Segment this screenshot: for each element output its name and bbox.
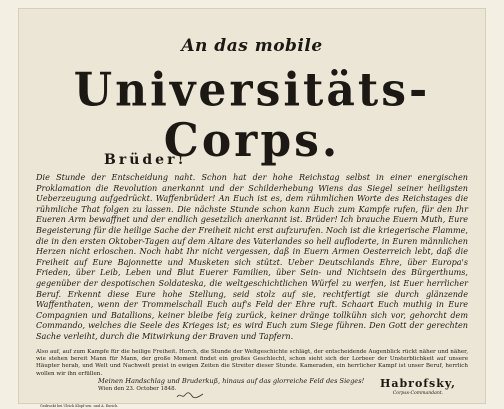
main-title: Universitäts-Corps. [73,63,431,168]
salutation: Brüder! [104,152,187,168]
signer-block [380,377,456,396]
printer-imprint: Gedruckt bei Ulrich Klopf sen. und A. Eurich. [40,404,119,408]
body-paragraph: Die Stunde der Entscheidung naht. Schon hat der hohe Reichstag selbst in einer energischen Proklamation die Revolution anerkannt und der Schilderhebung Wiens das Siegel seiner heiligsten Ueberzeugung aufgedrückt. Waffenbrüder! An Euch ist es, dem rühmlichen Worte des Reichstages die rühmliche That folgen zu lassen. Die nächste Stunde schon kann Euch zum Kampfe rufen, für den Ihr Eueren Arm bewaffnet und der endlich gesetzlich anerkannt ist. Brüder! Ich brauche Euern Muth, Eure Begeisterung für die heilige Sache der Freiheit nicht erst aufzurufen. Noch ist die kriegerische Flamme, die in den ersten Oktober-Tagen auf dem Altare des Vaterlandes so hell aufloderte, in Euren männlichen Herzen nicht erloschen. Noch habt Ihr nicht vergessen, daß in Euern Armen Oesterreich lebt, daß die Freiheit auf Eure Bajonnette und Musketen sich stützt. Ueber Deutschlands Ehre, über Europa's Frieden, über Leib, Leben und Blut Euerer Familien, über Sein- und Nichtsein des Bürgerthums, gegenüber der despotischen Soldateska, die weltgeschichtlichen Würfel zu werfen, ist Euer herrlicher Beruf. Erkennt diese Eure hohe Stellung, seid stolz auf sie, rechtfertigt sie durch glänzende Waffenthaten, wenn der Trommelschall Euch auf's Feld der Ehre ruft. Schaart Euch muthig in Eure Compagnien und Batallions, keiner bleibe feig zurück, keiner dränge tollkühn sich vor, gehorcht dem Commando, welches die Seele des Krieges ist; es wird Euch zum Siege führen. Den Gott der gerechten Sache verleiht, durch die Mitwirkung der Braven und Tapfern. [36,172,468,341]
poster-sheet [18,8,486,408]
slogan: Meinen Handschlag und Bruderkuß, hinaus auf das glorreiche Feld des Sieges! [98,377,365,385]
signer-title: Corpss-Commandant. [392,391,444,396]
date-line: Wien den 23. October 1848. [98,386,177,392]
signer-name: Habrofsky, [379,377,456,390]
handwritten-signature [176,390,204,400]
closing-paragraph: Also auf, auf zum Kampfe für die heilige Freiheit. Horch, die Stunde der Weltgeschichte schlägt, der entscheidende Augenblick rückt näher und näher, wie stehen bereit Mann für Mann, der große Moment findet ein großes Geschlecht, schon sieht sich der Lorbeer der Unsterblichkeit auf unsere Häupter herab, und Welt und Nachwelt preist in ewigen Zeiten die Streiter dieser Stunde. Kameraden, ein herrlicher Kampf ist unser Beruf, herrlich wollen wir ihn erfüllen. [36,349,468,377]
pre-title: An das mobile [181,36,323,56]
